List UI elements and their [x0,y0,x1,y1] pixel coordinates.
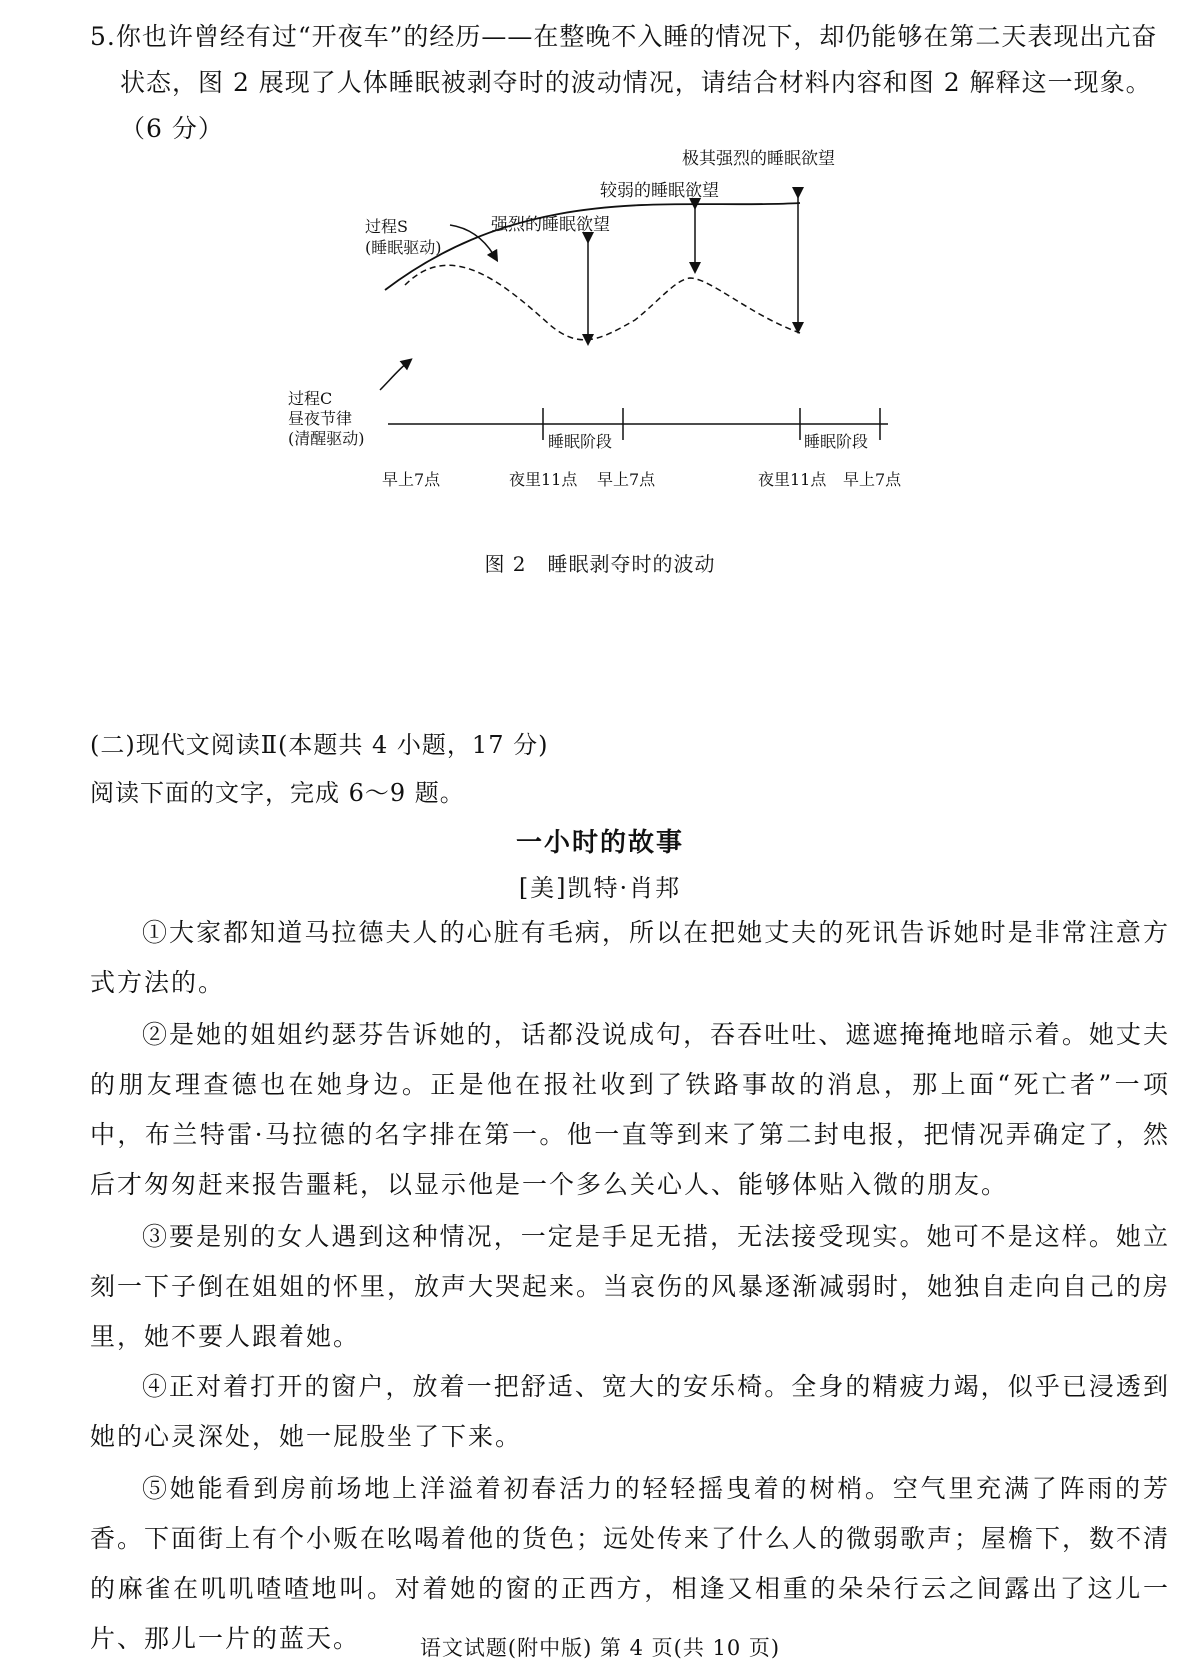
question-5-line2: 状态，图 2 展现了人体睡眠被剥夺时的波动情况，请结合材料内容和图 2 解释这一现象。 [120,68,1152,97]
label-process-s-desc: (睡眠驱动) [365,238,442,257]
label-time-5: 早上7点 [843,470,902,489]
label-sleep-stage-1: 睡眠阶段 [548,432,613,451]
figure-svg [280,140,980,560]
paragraph-3: ③要是别的女人遇到这种情况，一定是手足无措，无法接受现实。她可不是这样。她立刻一下子倒在姐姐的怀里，放声大哭起来。当哀伤的风暴逐渐减弱时，她独自走向自己的房里，她不要人跟着她。 [90,1222,1171,1351]
label-time-3: 早上7点 [597,470,656,489]
label-extreme-desire: 极其强烈的睡眠欲望 [682,149,835,169]
question-5-score: （6 分） [120,114,224,143]
label-sleep-stage-2: 睡眠阶段 [804,432,869,451]
label-weak-desire: 较弱的睡眠欲望 [600,181,719,201]
pointer-process-c [380,362,408,390]
label-process-s: 过程S [365,217,408,236]
figure-caption: 图 2 睡眠剥夺时的波动 [484,552,716,576]
paragraph-4: ④正对着打开的窗户，放着一把舒适、宽大的安乐椅。全身的精疲力竭，似乎已浸透到她的心灵深处，她一屁股坐了下来。 [90,1372,1170,1451]
story-author: [美]凯特·肖邦 [518,874,682,902]
question-5-line1: 5.你也许曾经有过“开夜车”的经历——在整晚不入睡的情况下，却仍能够在第二天表现出亢奋 [90,22,1158,51]
process-c-curve [405,265,800,340]
paragraph-2: ②是她的姐姐约瑟芬告诉她的，话都没说成句，吞吞吐吐、遮遮掩掩地暗示着。她丈夫的朋友理查德也在她身边。正是他在报社收到了铁路事故的消息，那上面“死亡者”一项中，布兰特雷·马拉德的名字排在第一。他一直等到来了第二封电报，把情况弄确定了，然后才匆匆赶来报告噩耗，以显示他是一个多么关心人、能够体贴入微的朋友。 [90,1020,1170,1199]
label-time-4: 夜里11点 [758,470,827,489]
section-instruction: 阅读下面的文字，完成 6～9 题。 [90,779,465,807]
story-title: 一小时的故事 [515,828,684,858]
label-time-1: 早上7点 [382,470,441,489]
question-5 [90,14,1170,152]
paragraph-5: ⑤她能看到房前场地上洋溢着初春活力的轻轻摇曳着的树梢。空气里充满了阵雨的芳香。下面街上有个小贩在吆喝着他的货色；远处传来了什么人的微弱歌声；屋檐下，数不清的麻雀在叽叽喳喳地叫。对着她的窗的正西方，相逢又相重的朵朵行云之间露出了这儿一片、那儿一片的蓝天。 [90,1474,1171,1653]
page-footer: 语文试题(附中版) 第 4 页(共 10 页) [419,1636,781,1660]
sleep-deprivation-figure [280,140,980,560]
label-time-2: 夜里11点 [509,470,578,489]
label-circadian: 昼夜节律 [288,409,353,428]
label-process-c: 过程C [288,389,333,408]
section-heading: (二)现代文阅读Ⅱ(本题共 4 小题，17 分) [90,731,549,759]
paragraph-1: ①大家都知道马拉德夫人的心脏有毛病，所以在把她丈夫的死讯告诉她时是非常注意方式方法的。 [90,918,1170,997]
label-process-c-desc: (清醒驱动) [288,429,365,448]
label-strong-desire: 强烈的睡眠欲望 [491,215,610,235]
pointer-process-s [450,225,495,257]
